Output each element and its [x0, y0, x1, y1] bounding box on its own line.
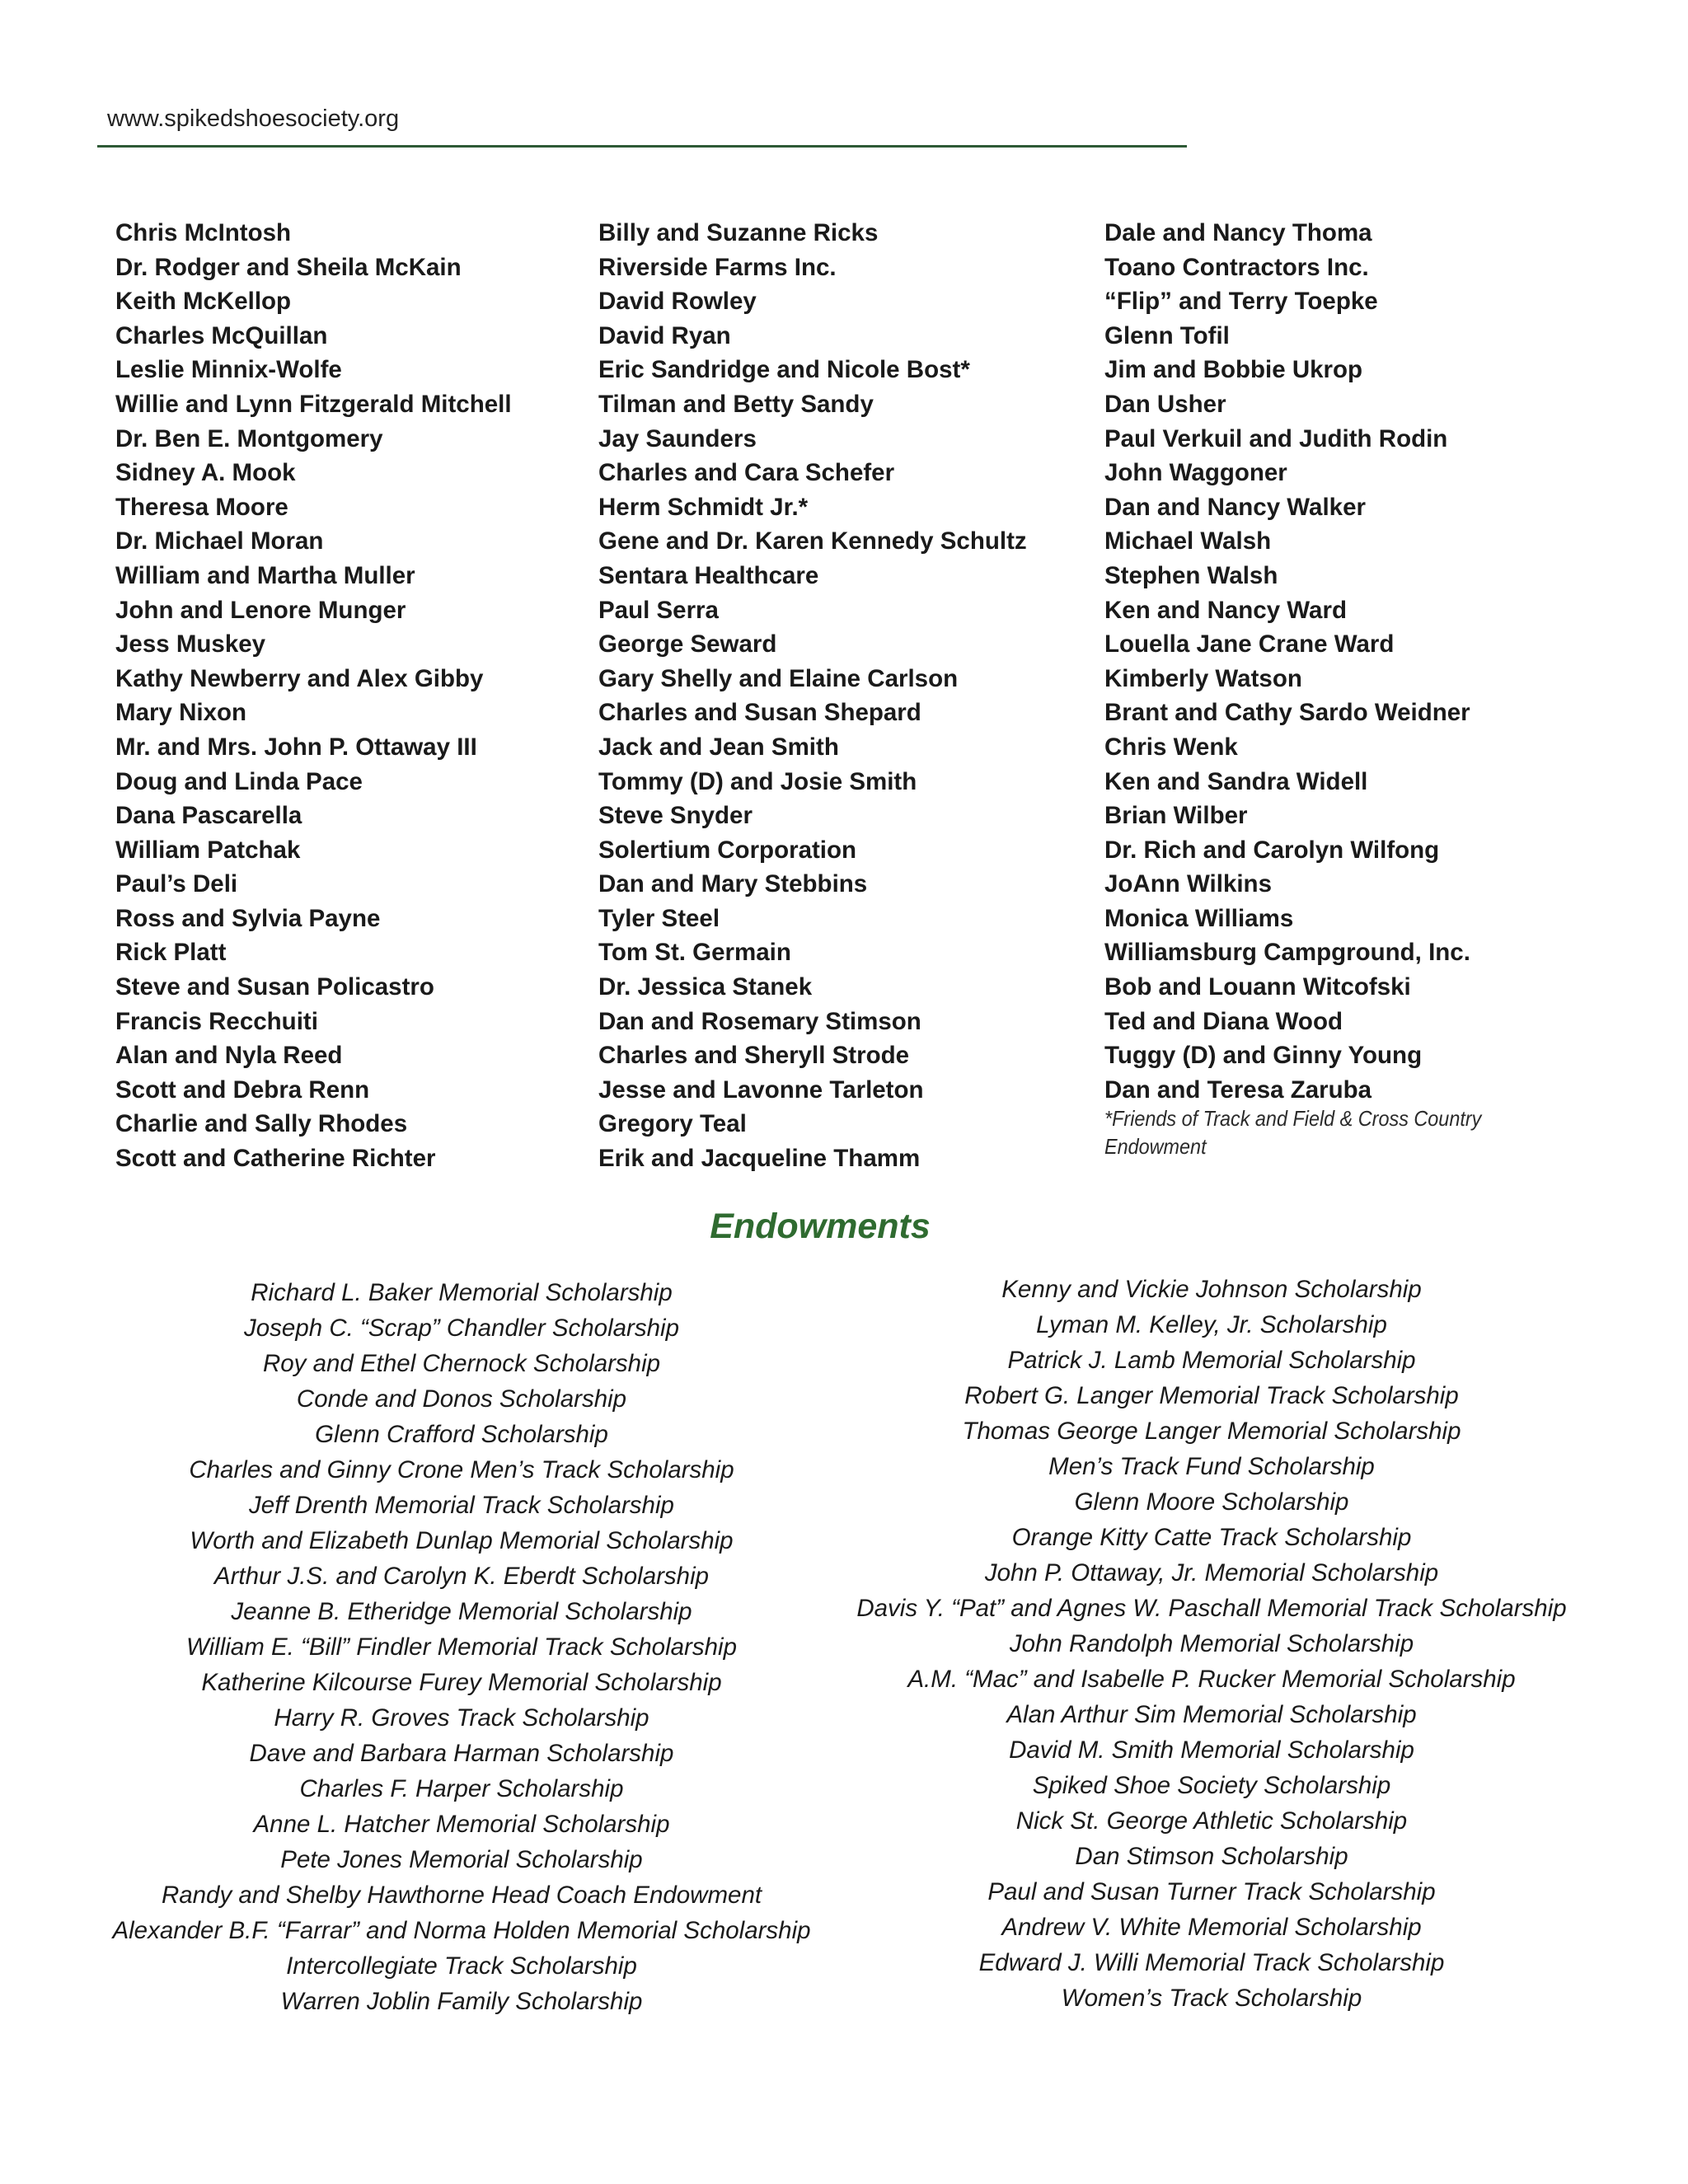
donor-name: Theresa Moore	[115, 493, 288, 521]
donor-name: Dr. Rich and Carolyn Wilfong	[1104, 836, 1440, 864]
footnote: *Friends of Track and Field & Cross Country Endowment	[1104, 1106, 1482, 1159]
donor-name: Keith McKellop	[115, 288, 292, 316]
endowment-item: A.M. “Mac” and Isabelle P. Rucker Memorial Scholarship	[907, 1666, 1516, 1693]
donor-column-3	[1104, 216, 1470, 1107]
donor-name: Charles McQuillan	[115, 321, 328, 349]
endowment-item: Alan Arthur Sim Memorial Scholarship	[1006, 1701, 1417, 1728]
donor-name: Tommy (D) and Josie Smith	[598, 767, 917, 795]
endowment-item: John P. Ottaway, Jr. Memorial Scholarship	[984, 1559, 1439, 1586]
donor-name: Brian Wilber	[1104, 802, 1248, 830]
endowment-item: Nick St. George Athletic Scholarship	[1015, 1807, 1408, 1835]
endowment-item: Warren Joblin Family Scholarship	[280, 1988, 643, 2015]
donor-name: George Seward	[598, 630, 777, 658]
donor-name: Gregory Teal	[598, 1110, 747, 1138]
endowment-item: Intercollegiate Track Scholarship	[286, 1952, 637, 1980]
donor-name: JoAnn Wilkins	[1104, 870, 1272, 898]
endowment-list-left	[66, 1275, 857, 2019]
donor-name: Jay Saunders	[598, 424, 757, 452]
donor-name: Dr. Ben E. Montgomery	[115, 424, 383, 452]
donor-name: Dan and Mary Stebbins	[598, 870, 868, 898]
donor-name: John and Lenore Munger	[115, 596, 406, 624]
endowment-item: Davis Y. “Pat” and Agnes W. Paschall Memorial Track Scholarship	[856, 1595, 1567, 1622]
donor-name: Brant and Cathy Sardo Weidner	[1104, 699, 1470, 727]
donor-name: Dan Usher	[1104, 390, 1226, 418]
donor-name: Mary Nixon	[115, 699, 247, 727]
donor-name: Dr. Rodger and Sheila McKain	[115, 253, 462, 281]
endowment-item: Edward J. Willi Memorial Track Scholarship	[978, 1949, 1445, 1976]
donor-name: Ken and Sandra Widell	[1104, 767, 1368, 795]
endowment-item: Roy and Ethel Chernock Scholarship	[262, 1350, 661, 1377]
donor-name: Ken and Nancy Ward	[1104, 596, 1347, 624]
donor-name: Stephen Walsh	[1104, 561, 1278, 589]
endowment-item: Glenn Crafford Scholarship	[315, 1421, 608, 1448]
endowment-item: Alexander B.F. “Farrar” and Norma Holden Memorial Scholarship	[112, 1917, 811, 1944]
endowment-item: Anne L. Hatcher Memorial Scholarship	[253, 1811, 670, 1838]
donor-name: Solertium Corporation	[598, 836, 857, 864]
endowment-item: David M. Smith Memorial Scholarship	[1009, 1736, 1414, 1764]
donor-name: Charles and Cara Schefer	[598, 459, 895, 487]
donor-name: William Patchak	[115, 836, 301, 864]
donor-name: Louella Jane Crane Ward	[1104, 630, 1395, 658]
donor-name: Glenn Tofil	[1104, 321, 1230, 349]
endowment-item: Spiked Shoe Society Scholarship	[1032, 1772, 1391, 1799]
endowment-item: Kenny and Vickie Johnson Scholarship	[1001, 1276, 1422, 1303]
endowment-item: Women’s Track Scholarship	[1061, 1985, 1362, 2012]
donor-name: David Ryan	[598, 321, 731, 349]
donor-name: Sentara Healthcare	[598, 561, 819, 589]
donor-name: Riverside Farms Inc.	[598, 253, 837, 281]
endowment-item: Andrew V. White Memorial Scholarship	[1001, 1914, 1422, 1941]
endowment-item: Dave and Barbara Harman Scholarship	[249, 1740, 674, 1767]
endowment-item: Orange Kitty Catte Track Scholarship	[1011, 1524, 1412, 1551]
endowment-item: Patrick J. Lamb Memorial Scholarship	[1007, 1347, 1416, 1374]
endowment-item: Charles F. Harper Scholarship	[299, 1775, 624, 1802]
donor-name: Charlie and Sally Rhodes	[115, 1110, 408, 1138]
donor-name: Tom St. Germain	[598, 939, 791, 967]
endowment-item: Worth and Elizabeth Dunlap Memorial Scholarship	[190, 1527, 734, 1554]
endowment-list-right	[816, 1272, 1607, 2016]
donor-name: Alan and Nyla Reed	[115, 1042, 343, 1070]
donor-name: Herm Schmidt Jr.*	[598, 493, 809, 521]
site-url: www.spikedshoesociety.org	[107, 105, 400, 132]
donor-name: Michael Walsh	[1104, 527, 1272, 555]
donor-name: John Waggoner	[1104, 459, 1287, 487]
donor-name: Paul Serra	[598, 596, 719, 624]
donor-name: Tuggy (D) and Ginny Young	[1104, 1042, 1423, 1070]
endowment-item: Conde and Donos Scholarship	[296, 1385, 627, 1413]
endowment-item: Charles and Ginny Crone Men’s Track Scholarship	[189, 1456, 734, 1483]
donor-name: Mr. and Mrs. John P. Ottaway III	[115, 733, 477, 761]
donor-name: Gary Shelly and Elaine Carlson	[598, 664, 959, 692]
endowment-item: Katherine Kilcourse Furey Memorial Scholarship	[201, 1669, 722, 1696]
endowment-item: Lyman M. Kelley, Jr. Scholarship	[1036, 1311, 1387, 1338]
donor-name: Dan and Teresa Zaruba	[1104, 1076, 1372, 1104]
endowment-item: Arthur J.S. and Carolyn K. Eberdt Scholarship	[213, 1563, 710, 1590]
donor-name: Jack and Jean Smith	[598, 733, 839, 761]
donor-name: Toano Contractors Inc.	[1104, 253, 1369, 281]
donor-name: Dan and Nancy Walker	[1104, 493, 1366, 521]
endowment-item: Robert G. Langer Memorial Track Scholarship	[964, 1382, 1459, 1409]
donor-name: Rick Platt	[115, 939, 227, 967]
endowments-heading: Endowments	[710, 1207, 931, 1246]
donor-name: Tilman and Betty Sandy	[598, 390, 874, 418]
donor-name: Jess Muskey	[115, 630, 266, 658]
donor-name: Billy and Suzanne Ricks	[598, 219, 879, 246]
donor-name: Scott and Catherine Richter	[115, 1145, 436, 1173]
donor-name: Willie and Lynn Fitzgerald Mitchell	[115, 390, 512, 418]
donor-name: Sidney A. Mook	[115, 459, 296, 487]
donor-column-2	[598, 216, 1027, 1176]
donor-name: Ross and Sylvia Payne	[115, 904, 381, 932]
endowment-item: Richard L. Baker Memorial Scholarship	[251, 1279, 673, 1306]
endowment-item: Paul and Susan Turner Track Scholarship	[987, 1878, 1436, 1905]
endowment-item: Jeff Drenth Memorial Track Scholarship	[249, 1492, 674, 1519]
donor-name: Paul’s Deli	[115, 870, 238, 898]
donor-name: Chris Wenk	[1104, 733, 1238, 761]
donor-name: Jesse and Lavonne Tarleton	[598, 1076, 924, 1104]
endowment-item: Men’s Track Fund Scholarship	[1048, 1453, 1375, 1480]
donor-name: Doug and Linda Pace	[115, 767, 363, 795]
donor-name: Bob and Louann Witcofski	[1104, 973, 1411, 1001]
donor-name: Dana Pascarella	[115, 802, 302, 830]
donor-name: Eric Sandridge and Nicole Bost*	[598, 356, 970, 384]
donor-name: Monica Williams	[1104, 904, 1294, 932]
endowment-item: Thomas George Langer Memorial Scholarship	[962, 1418, 1461, 1445]
donor-name: William and Martha Muller	[115, 561, 415, 589]
endowment-item: Dan Stimson Scholarship	[1075, 1843, 1348, 1870]
donor-column-1	[115, 216, 512, 1176]
endowment-item: Jeanne B. Etheridge Memorial Scholarship	[231, 1598, 692, 1625]
donor-name: Tyler Steel	[598, 904, 720, 932]
donor-name: Kathy Newberry and Alex Gibby	[115, 664, 484, 692]
endowment-item: Pete Jones Memorial Scholarship	[280, 1846, 643, 1873]
donor-name: Erik and Jacqueline Thamm	[598, 1145, 921, 1173]
donor-name: David Rowley	[598, 288, 757, 316]
endowment-item: Randy and Shelby Hawthorne Head Coach Endowment	[161, 1882, 762, 1909]
donor-name: Steve Snyder	[598, 802, 753, 830]
donor-name: Steve and Susan Policastro	[115, 973, 434, 1001]
donor-name: Kimberly Watson	[1104, 664, 1302, 692]
endowment-item: William E. “Bill” Findler Memorial Track Scholarship	[186, 1633, 737, 1661]
donor-name: Jim and Bobbie Ukrop	[1104, 356, 1363, 384]
donor-name: Charles and Susan Shepard	[598, 699, 921, 727]
donor-name: Chris McIntosh	[115, 219, 292, 246]
donor-name: Williamsburg Campground, Inc.	[1104, 939, 1470, 967]
header-divider	[97, 145, 1187, 148]
endowment-item: Glenn Moore Scholarship	[1074, 1488, 1349, 1516]
donor-name: Ted and Diana Wood	[1104, 1007, 1343, 1035]
donor-name: Dan and Rosemary Stimson	[598, 1007, 921, 1035]
donor-name: Dale and Nancy Thoma	[1104, 219, 1372, 246]
donor-name: Paul Verkuil and Judith Rodin	[1104, 424, 1448, 452]
donor-name: Gene and Dr. Karen Kennedy Schultz	[598, 527, 1027, 555]
donor-name: Francis Recchuiti	[115, 1007, 318, 1035]
donor-name: Leslie Minnix-Wolfe	[115, 356, 342, 384]
donor-name: Scott and Debra Renn	[115, 1076, 370, 1104]
donor-name: Dr. Jessica Stanek	[598, 973, 813, 1001]
endowment-item: Harry R. Groves Track Scholarship	[274, 1704, 649, 1732]
donor-name: “Flip” and Terry Toepke	[1104, 288, 1378, 316]
donor-name: Charles and Sheryll Strode	[598, 1042, 910, 1070]
endowment-item: Joseph C. “Scrap” Chandler Scholarship	[244, 1315, 679, 1342]
endowment-item: John Randolph Memorial Scholarship	[1009, 1630, 1414, 1657]
donor-name: Dr. Michael Moran	[115, 527, 324, 555]
